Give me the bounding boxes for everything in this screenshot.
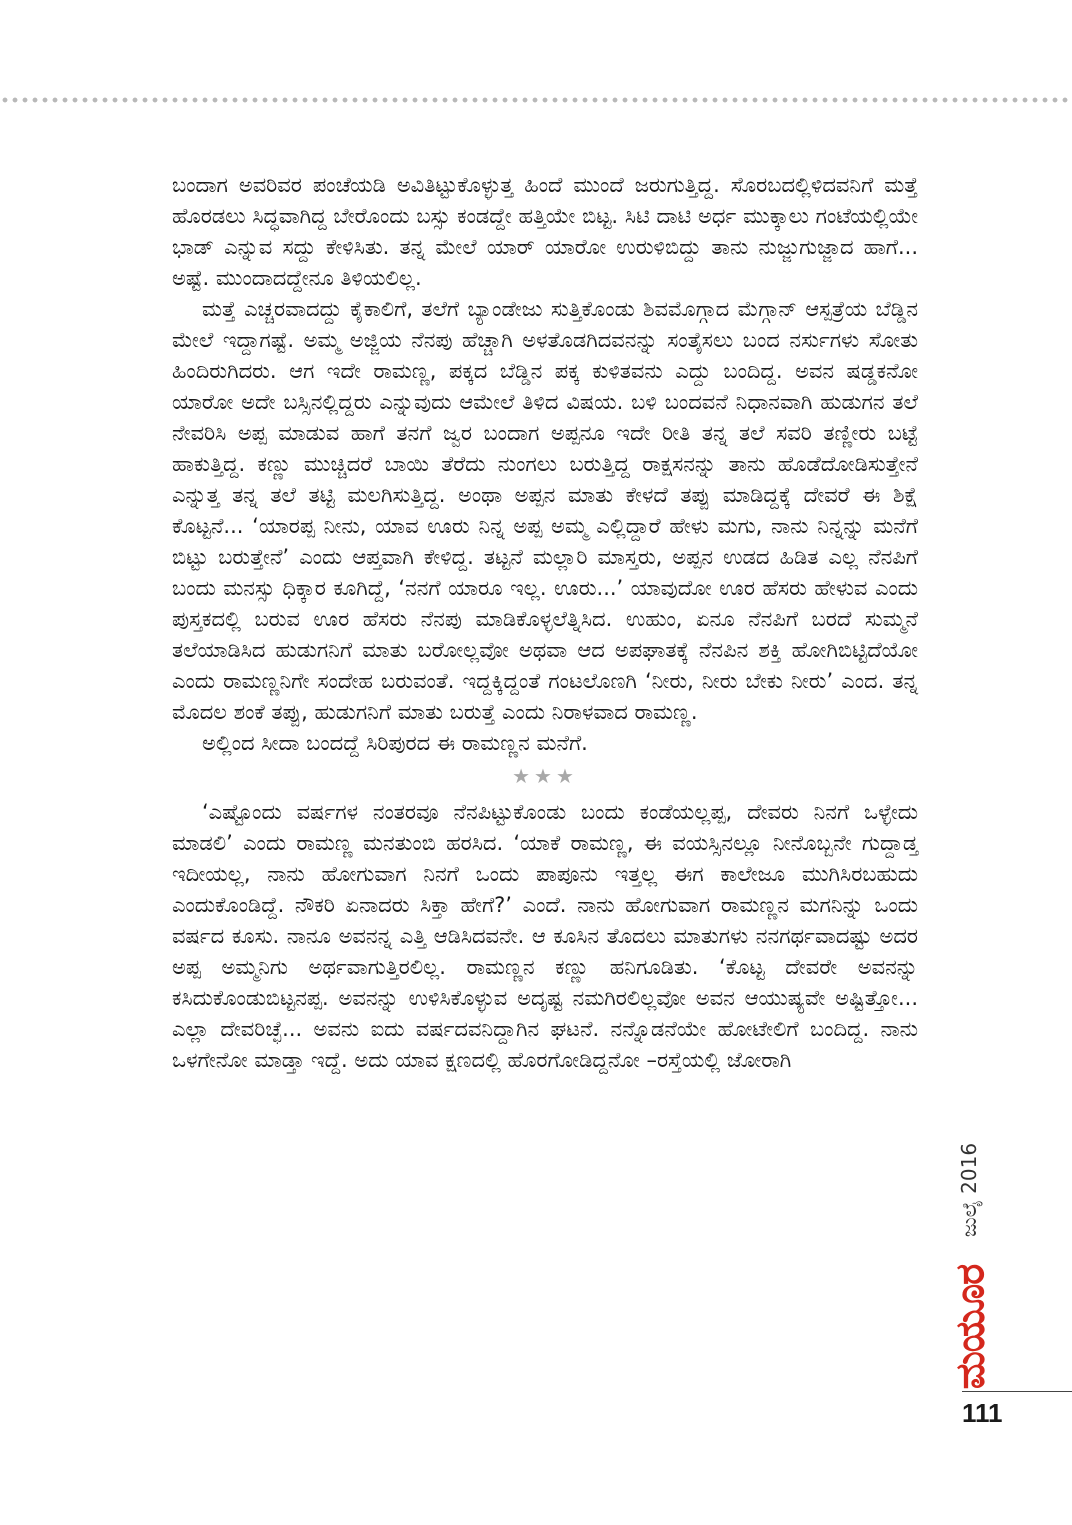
issue-date — [944, 1125, 994, 1255]
dotted-top-rule — [0, 96, 1072, 104]
article-body — [172, 170, 918, 1076]
section-separator: ★★★ — [512, 764, 578, 788]
paragraph-2: ಮತ್ತೆ ಎಚ್ಚರವಾದದ್ದು ಕೈಕಾಲಿಗೆ, ತಲೆಗೆ ಬ್ಯಾಂಡೇಜು ಸುತ್ತಿಕೊಂಡು ಶಿವಮೊಗ್ಗಾದ ಮೆಗ್ಗಾನ್ ಆಸ್ಪತ್ರೆಯ ಬೆಡ್ಡಿನ ಮೇಲೆ ಇದ್ದಾಗಷ್ಟೆ. ಅಮ್ಮ ಅಜ್ಜಿಯ ನೆನಪು ಹೆಚ್ಚಾಗಿ ಅಳತೊಡಗಿದವನನ್ನು ಸಂತೈಸಲು ಬಂದ ನರ್ಸುಗಳು ಸೋತು ಹಿಂದಿರುಗಿದರು. ಆಗ ಇದೇ ರಾಮಣ್ಣ, ಪಕ್ಕದ ಬೆಡ್ಡಿನ ಪಕ್ಕ ಕುಳಿತವನು ಎದ್ದು ಬಂದಿದ್ದ. ಅವನ ಷಡ್ಡಕನೋ ಯಾರೋ ಅದೇ ಬಸ್ಸಿನಲ್ಲಿದ್ದರು ಎನ್ನುವುದು ಆಮೇಲೆ ತಿಳಿದ ವಿಷಯ. ಬಳಿ ಬಂದವನೆ ನಿಧಾನವಾಗಿ ಹುಡುಗನ ತಲೆ ನೇವರಿಸಿ ಅಪ್ಪ ಮಾಡುವ ಹಾಗೆ ತನಗೆ ಜ್ವರ ಬಂದಾಗ ಅಪ್ಪನೂ ಇದೇ ರೀತಿ ತನ್ನ ತಲೆ ಸವರಿ ತಣ್ಣೀರು ಬಟ್ಟೆ ಹಾಕುತ್ತಿದ್ದ. ಕಣ್ಣು ಮುಚ್ಚಿದರೆ ಬಾಯಿ ತೆರೆದು ನುಂಗಲು ಬರುತ್ತಿದ್ದ ರಾಕ್ಷಸನನ್ನು ತಾನು ಹೊಡೆದೋಡಿಸುತ್ತೇನೆ ಎನ್ನುತ್ತ ತನ್ನ ತಲೆ ತಟ್ಟಿ ಮಲಗಿಸುತ್ತಿದ್ದ. ಅಂಥಾ ಅಪ್ಪನ ಮಾತು ಕೇಳದೆ ತಪ್ಪು ಮಾಡಿದ್ದಕ್ಕೆ ದೇವರೆ ಈ ಶಿಕ್ಷೆ ಕೊಟ್ಟನೆ... ‘ಯಾರಪ್ಪ ನೀನು, ಯಾವ ಊರು ನಿನ್ನ ಅಪ್ಪ ಅಮ್ಮ ಎಲ್ಲಿದ್ದಾರೆ ಹೇಳು ಮಗು, ನಾನು ನಿನ್ನನ್ನು ಮನೆಗೆ ಬಿಟ್ಟು ಬರುತ್ತೇನೆ’ ಎಂದು ಆಪ್ತವಾಗಿ ಕೇಳಿದ್ದ. ತಟ್ಟನೆ ಮಲ್ಲಾರಿ ಮಾಸ್ತರು, ಅಪ್ಪನ ಉಡದ ಹಿಡಿತ ಎಲ್ಲ ನೆನಪಿಗೆ ಬಂದು ಮನಸ್ಸು ಧಿಕ್ಕಾರ ಕೂಗಿದ್ದೆ, ‘ನನಗೆ ಯಾರೂ ಇಲ್ಲ. ಊರು...’ ಯಾವುದೋ ಊರ ಹೆಸರು ಹೇಳುವ ಎಂದು ಪುಸ್ತಕದಲ್ಲಿ ಬರುವ ಊರ ಹೆಸರು ನೆನಪು ಮಾಡಿಕೊಳ್ಳಲೆತ್ನಿಸಿದ. ಉಹುಂ, ಏನೂ ನೆನಪಿಗೆ ಬರದೆ ಸುಮ್ಮನೆ ತಲೆಯಾಡಿಸಿದ ಹುಡುಗನಿಗೆ ಮಾತು ಬರೋಲ್ಲವೋ ಅಥವಾ ಆದ ಅಪಘಾತಕ್ಕೆ ನೆನಪಿನ ಶಕ್ತಿ ಹೋಗಿಬಿಟ್ಟಿದೆಯೋ ಎಂದು ರಾಮಣ್ಣನಿಗೇ ಸಂದೇಹ ಬರುವಂತೆ. ಇದ್ದಕ್ಕಿದ್ದಂತೆ ಗಂಟಲೊಣಗಿ ‘ನೀರು, ನೀರು ಬೇಕು ನೀರು’ ಎಂದ. ತನ್ನ ಮೊದಲ ಶಂಕೆ ತಪ್ಪು, ಹುಡುಗನಿಗೆ ಮಾತು ಬರುತ್ತೆ ಎಂದು ನಿರಾಳವಾದ ರಾಮಣ್ಣ. — [172, 297, 918, 724]
page-number-rule — [962, 1391, 1072, 1392]
magazine-logo — [940, 1262, 1000, 1392]
page-number: 111 — [962, 1398, 1003, 1428]
paragraph-3: ಅಲ್ಲಿಂದ ಸೀದಾ ಬಂದದ್ದೆ ಸಿರಿಪುರದ ಈ ರಾಮಣ್ಣನ ಮನೆಗೆ. — [202, 731, 588, 755]
paragraph-1: ಬಂದಾಗ ಅವರಿವರ ಪಂಚೆಯಡಿ ಅವಿತಿಟ್ಟುಕೊಳ್ಳುತ್ತ ಹಿಂದೆ ಮುಂದೆ ಜರುಗುತ್ತಿದ್ದ. ಸೊರಬದಲ್ಲಿಳಿದವನಿಗೆ ಮತ್ತೆ ಹೊರಡಲು ಸಿದ್ಧವಾಗಿದ್ದ ಬೇರೊಂದು ಬಸ್ಸು ಕಂಡದ್ದೇ ಹತ್ತಿಯೇ ಬಿಟ್ಟ. ಸಿಟಿ ದಾಟಿ ಅರ್ಧ ಮುಕ್ಕಾಲು ಗಂಟೆಯಲ್ಲಿಯೇ ಭಾಡ್ ಎನ್ನುವ ಸದ್ದು ಕೇಳಿಸಿತು. ತನ್ನ ಮೇಲೆ ಯಾರ್ ಯಾರೋ ಉರುಳಿಬಿದ್ದು ತಾನು ನುಜ್ಜುಗುಜ್ಜಾದ ಹಾಗೆ... ಅಷ್ಟೆ. ಮುಂದಾದದ್ದೇನೂ ತಿಳಿಯಲಿಲ್ಲ. — [172, 173, 918, 290]
paragraph-4: ‘ಎಷ್ಟೊಂದು ವರ್ಷಗಳ ನಂತರವೂ ನೆನಪಿಟ್ಟುಕೊಂಡು ಬಂದು ಕಂಡೆಯಲ್ಲಪ್ಪ, ದೇವರು ನಿನಗೆ ಒಳ್ಳೇದು ಮಾಡಲಿ’ ಎಂದು ರಾಮಣ್ಣ ಮನತುಂಬಿ ಹರಸಿದ. ‘ಯಾಕೆ ರಾಮಣ್ಣ, ಈ ವಯಸ್ಸಿನಲ್ಲೂ ನೀನೊಬ್ಬನೇ ಗುದ್ದಾಡ್ತ ಇದೀಯಲ್ಲ, ನಾನು ಹೋಗುವಾಗ ನಿನಗೆ ಒಂದು ಪಾಪೂನು ಇತ್ತಲ್ಲ ಈಗ ಕಾಲೇಜೂ ಮುಗಿಸಿರಬಹುದು ಎಂದುಕೊಂಡಿದ್ದೆ. ನೌಕರಿ ಏನಾದರು ಸಿಕ್ತಾ ಹೇಗೆ?’ ಎಂದೆ. ನಾನು ಹೋಗುವಾಗ ರಾಮಣ್ಣನ ಮಗನಿನ್ನು ಒಂದು ವರ್ಷದ ಕೂಸು. ನಾನೂ ಅವನನ್ನ ಎತ್ತಿ ಆಡಿಸಿದವನೇ. ಆ ಕೂಸಿನ ತೊದಲು ಮಾತುಗಳು ನನಗರ್ಥವಾದಷ್ಟು ಅದರ ಅಪ್ಪ ಅಮ್ಮನಿಗು ಅರ್ಥವಾಗುತ್ತಿರಲಿಲ್ಲ. ರಾಮಣ್ಣನ ಕಣ್ಣು ಹನಿಗೂಡಿತು. ‘ಕೊಟ್ಟ ದೇವರೇ ಅವನನ್ನು ಕಸಿದುಕೊಂಡುಬಿಟ್ಟನಪ್ಪ. ಅವನನ್ನು ಉಳಿಸಿಕೊಳ್ಳುವ ಅದೃಷ್ಟ ನಮಗಿರಲಿಲ್ಲವೋ ಅವನ ಆಯುಷ್ಯವೇ ಅಷ್ಟಿತ್ತೋ... ಎಲ್ಲಾ ದೇವರಿಚ್ಛೆ... ಅವನು ಐದು ವರ್ಷದವನಿದ್ದಾಗಿನ ಘಟನೆ. ನನ್ನೊಡನೆಯೇ ಹೋಟೇಲಿಗೆ ಬಂದಿದ್ದ. ನಾನು ಒಳಗೇನೋ ಮಾಡ್ತಾ ಇದ್ದೆ. ಅದು ಯಾವ ಕ್ಷಣದಲ್ಲಿ ಹೊರಗೋಡಿದ್ದನೋ –ರಸ್ತೆಯಲ್ಲಿ ಜೋರಾಗಿ — [172, 800, 918, 1072]
magazine-logo-text: ಮಯೂರ — [947, 1264, 993, 1390]
issue-date-text: ಜುಲೈ 2016 — [957, 1142, 981, 1238]
